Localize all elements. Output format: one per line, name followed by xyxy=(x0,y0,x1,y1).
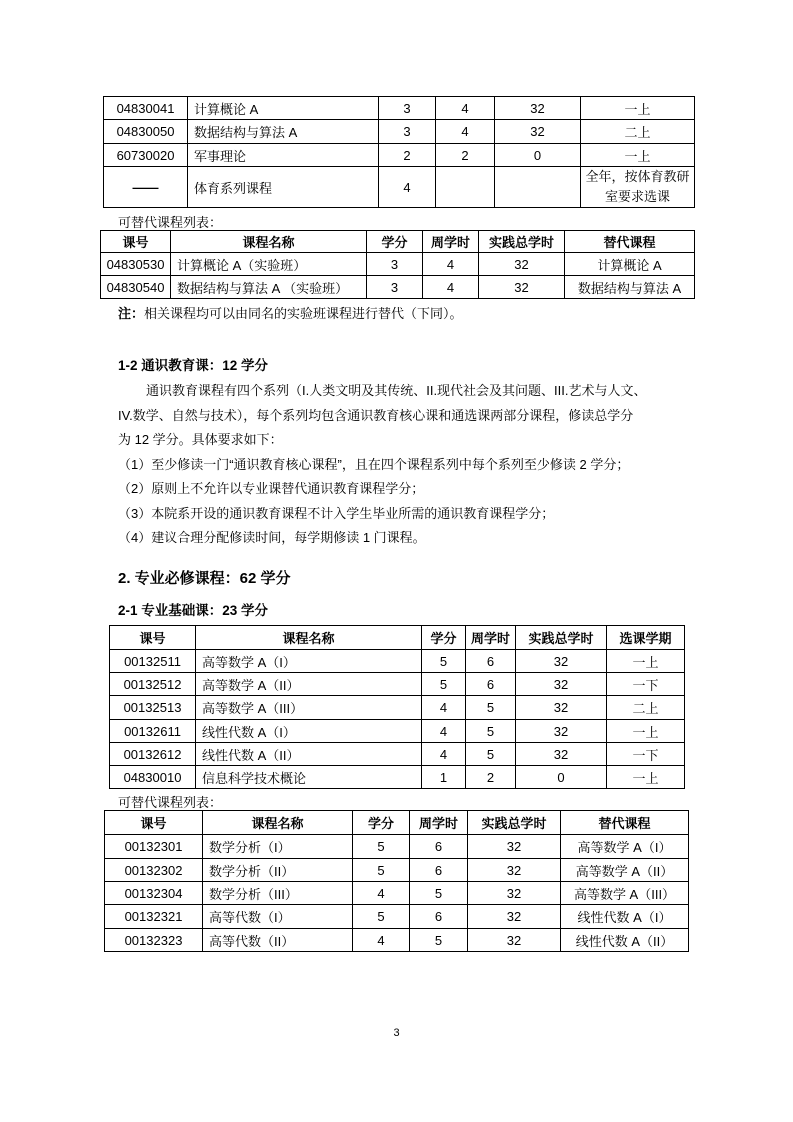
credits: 1 xyxy=(422,766,466,789)
alt-courses-label: 可替代课程列表： xyxy=(118,795,223,810)
credits: 3 xyxy=(367,253,423,276)
course-code: 00132321 xyxy=(105,905,203,929)
table-row xyxy=(110,650,685,673)
course-name: 线性代数 A（I） xyxy=(196,720,422,743)
column-header: 周学时 xyxy=(410,811,468,835)
term: 二上 xyxy=(607,696,685,720)
table-row xyxy=(110,766,685,789)
substitute-course: 高等数学 A（I） xyxy=(561,835,689,859)
note-text: 相关课程均可以由同名的实验班课程进行替代（下同）。 xyxy=(144,306,463,321)
credits: 5 xyxy=(422,650,466,673)
table-header-row xyxy=(101,231,695,253)
course-name: 数学分析（I） xyxy=(203,835,353,859)
practice-hours: 32 xyxy=(516,650,607,673)
foundation-courses-table xyxy=(109,625,685,789)
practice-hours: 32 xyxy=(516,673,607,696)
practice-hours: 32 xyxy=(516,696,607,720)
course-name: 高等数学 A（III） xyxy=(196,696,422,720)
course-code: 04830041 xyxy=(104,97,188,120)
column-header: 课程名称 xyxy=(171,231,367,253)
column-header: 周学时 xyxy=(423,231,479,253)
course-name: 信息科学技术概论 xyxy=(196,766,422,789)
course-code: 00132612 xyxy=(110,743,196,766)
practice-hours: 32 xyxy=(468,905,561,929)
credits: 3 xyxy=(379,120,436,144)
credits: 4 xyxy=(379,167,436,208)
table-row xyxy=(110,673,685,696)
subsection-heading: 2-1 专业基础课：23 学分 xyxy=(118,603,269,618)
course-name: 数学分析（III） xyxy=(203,882,353,905)
course-code: 00132302 xyxy=(105,859,203,882)
credits: 5 xyxy=(353,905,410,929)
column-header: 课程名称 xyxy=(203,811,353,835)
column-header: 课号 xyxy=(101,231,171,253)
weekly-hours: 4 xyxy=(436,97,495,120)
table-row xyxy=(101,276,695,299)
column-header: 替代课程 xyxy=(565,231,695,253)
weekly-hours: 2 xyxy=(466,766,516,789)
course-name: 数据结构与算法 A xyxy=(188,120,379,144)
credits: 3 xyxy=(379,97,436,120)
practice-hours: 32 xyxy=(495,97,581,120)
course-name: 高等数学 A（I） xyxy=(196,650,422,673)
weekly-hours: 5 xyxy=(466,743,516,766)
table-row xyxy=(105,929,689,952)
course-name: 高等代数（I） xyxy=(203,905,353,929)
column-header: 选课学期 xyxy=(607,626,685,650)
term: 一上 xyxy=(607,766,685,789)
practice-hours: 32 xyxy=(495,120,581,144)
practice-hours xyxy=(495,167,581,208)
substitute-course: 高等数学 A（II） xyxy=(561,859,689,882)
course-name: 数据结构与算法 A （实验班） xyxy=(171,276,367,299)
list-item: （3）本院系开设的通识教育课程不计入学生毕业所需的通识教育课程学分； xyxy=(118,505,555,521)
course-code: 04830540 xyxy=(101,276,171,299)
term: 一上 xyxy=(581,97,695,120)
course-code: 00132511 xyxy=(110,650,196,673)
substitute-course: 数据结构与算法 A xyxy=(565,276,695,299)
column-header: 课号 xyxy=(110,626,196,650)
weekly-hours: 4 xyxy=(423,253,479,276)
substitute-course: 高等数学 A（III） xyxy=(561,882,689,905)
course-code: 00132513 xyxy=(110,696,196,720)
table-row xyxy=(104,120,695,144)
course-name: 数学分析（II） xyxy=(203,859,353,882)
weekly-hours: 4 xyxy=(423,276,479,299)
section-heading: 1-2 通识教育课：12 学分 xyxy=(118,358,269,373)
credits: 4 xyxy=(422,696,466,720)
required-courses-table xyxy=(103,96,695,208)
credits: 3 xyxy=(367,276,423,299)
practice-hours: 32 xyxy=(479,276,565,299)
list-item: （2）原则上不允许以专业课替代通识教育课程学分； xyxy=(118,481,425,496)
term: 一上 xyxy=(581,144,695,167)
table-row xyxy=(105,905,689,929)
page-number: 3 xyxy=(393,1027,400,1039)
column-header: 课号 xyxy=(105,811,203,835)
substitute-course: 计算概论 A xyxy=(565,253,695,276)
course-code: 60730020 xyxy=(104,144,188,167)
alt-courses-label: 可替代课程列表： xyxy=(118,215,223,230)
weekly-hours: 6 xyxy=(410,859,468,882)
weekly-hours: 2 xyxy=(436,144,495,167)
course-code: 00132611 xyxy=(110,720,196,743)
course-code: 04830050 xyxy=(104,120,188,144)
course-code: 00132512 xyxy=(110,673,196,696)
practice-hours: 32 xyxy=(516,720,607,743)
weekly-hours: 6 xyxy=(466,673,516,696)
alt-foundation-courses-table xyxy=(104,810,689,952)
course-code: 04830010 xyxy=(110,766,196,789)
table-row xyxy=(110,720,685,743)
course-code: 00132304 xyxy=(105,882,203,905)
substitute-course: 线性代数 A（II） xyxy=(561,929,689,952)
practice-hours: 32 xyxy=(468,929,561,952)
weekly-hours: 6 xyxy=(466,650,516,673)
weekly-hours: 4 xyxy=(436,120,495,144)
column-header: 实践总学时 xyxy=(479,231,565,253)
credits: 4 xyxy=(353,882,410,905)
paragraph-line: 通识教育课程有四个系列（I.人类文明及其传统、II.现代社会及其问题、III.艺术与人文、 xyxy=(146,383,647,398)
substitute-course: 线性代数 A（I） xyxy=(561,905,689,929)
practice-hours: 0 xyxy=(495,144,581,167)
course-name: 高等数学 A（II） xyxy=(196,673,422,696)
table-row xyxy=(110,743,685,766)
table-header-row xyxy=(110,626,685,650)
weekly-hours: 6 xyxy=(410,835,468,859)
column-header: 周学时 xyxy=(466,626,516,650)
column-header: 学分 xyxy=(367,231,423,253)
section-heading: 2. 专业必修课程：62 学分 xyxy=(118,570,291,587)
credits: 2 xyxy=(379,144,436,167)
weekly-hours: 6 xyxy=(410,905,468,929)
column-header: 课程名称 xyxy=(196,626,422,650)
term: 一下 xyxy=(607,673,685,696)
column-header: 学分 xyxy=(422,626,466,650)
table-row xyxy=(104,167,695,208)
term: 一上 xyxy=(607,720,685,743)
credits: 5 xyxy=(353,859,410,882)
practice-hours: 32 xyxy=(479,253,565,276)
table-row xyxy=(105,882,689,905)
course-name: 线性代数 A（II） xyxy=(196,743,422,766)
table-row xyxy=(110,696,685,720)
weekly-hours: 5 xyxy=(466,720,516,743)
credits: 4 xyxy=(353,929,410,952)
paragraph-line: IV.数学、自然与技术），每个系列均包含通识教育核心课和通选课两部分课程，修读总学分 xyxy=(118,407,634,423)
column-header: 学分 xyxy=(353,811,410,835)
course-name: 计算概论 A（实验班） xyxy=(171,253,367,276)
practice-hours: 32 xyxy=(468,835,561,859)
weekly-hours xyxy=(436,167,495,208)
course-name: 军事理论 xyxy=(188,144,379,167)
practice-hours: 32 xyxy=(468,859,561,882)
paragraph-line: 为 12 学分。具体要求如下： xyxy=(118,432,283,447)
list-item: （1）至少修读一门“通识教育核心课程”，且在四个课程系列中每个系列至少修读 2 学分； xyxy=(118,456,630,472)
course-code: 00132301 xyxy=(105,835,203,859)
course-code: 00132323 xyxy=(105,929,203,952)
credits: 4 xyxy=(422,720,466,743)
course-name: 体育系列课程 xyxy=(188,167,379,208)
alt-courses-table xyxy=(100,230,695,299)
table-row xyxy=(105,859,689,882)
table-row xyxy=(105,835,689,859)
table-row xyxy=(101,253,695,276)
weekly-hours: 5 xyxy=(410,882,468,905)
practice-hours: 32 xyxy=(468,882,561,905)
note-prefix: 注： xyxy=(118,306,145,321)
table-row xyxy=(104,144,695,167)
term: 全年，按体育教研室要求选课 xyxy=(581,167,695,208)
column-header: 替代课程 xyxy=(561,811,689,835)
credits: 5 xyxy=(353,835,410,859)
section-paragraph xyxy=(118,379,678,551)
table-row xyxy=(104,97,695,120)
course-name: 计算概论 A xyxy=(188,97,379,120)
practice-hours: 0 xyxy=(516,766,607,789)
weekly-hours: 5 xyxy=(410,929,468,952)
weekly-hours: 5 xyxy=(466,696,516,720)
table-header-row xyxy=(105,811,689,835)
course-code: —— xyxy=(104,167,188,208)
list-item: （4）建议合理分配修读时间，每学期修读 1 门课程。 xyxy=(118,530,426,545)
credits: 5 xyxy=(422,673,466,696)
column-header: 实践总学时 xyxy=(516,626,607,650)
practice-hours: 32 xyxy=(516,743,607,766)
course-code: 04830530 xyxy=(101,253,171,276)
term: 一上 xyxy=(607,650,685,673)
column-header: 实践总学时 xyxy=(468,811,561,835)
term: 二上 xyxy=(581,120,695,144)
term: 一下 xyxy=(607,743,685,766)
course-name: 高等代数（II） xyxy=(203,929,353,952)
credits: 4 xyxy=(422,743,466,766)
table-note xyxy=(118,303,463,322)
